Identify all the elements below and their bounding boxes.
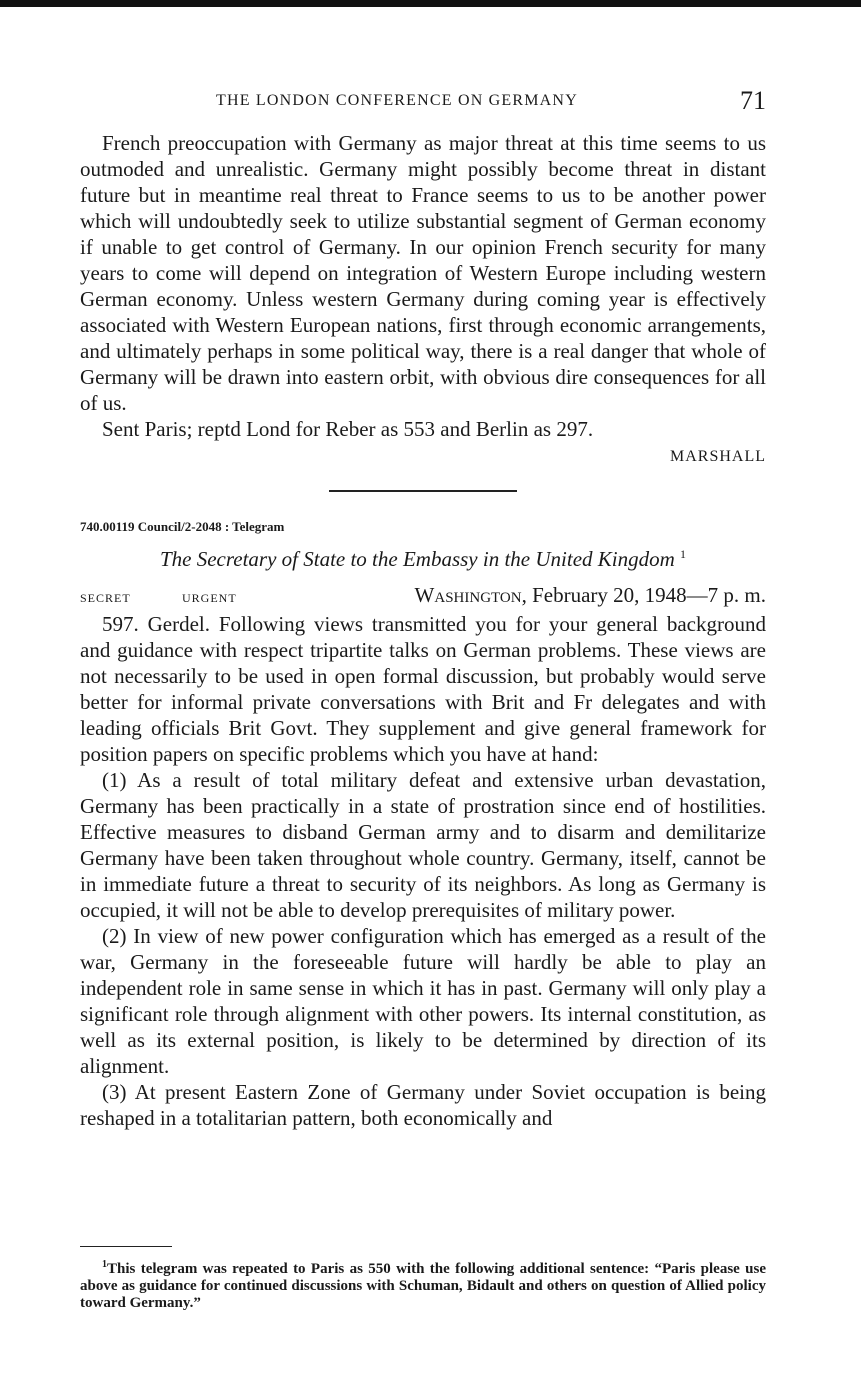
page-number: 71 bbox=[740, 86, 766, 115]
scan-top-edge bbox=[0, 0, 861, 7]
footnote-text: This telegram was repeated to Paris as 550 with the following additional sentence: “Paris please use above as guidance for continued discussions with Schuman, Bidault and others on question of Allied policy toward Germany.” bbox=[80, 1261, 766, 1311]
paragraph-intro: 597. Gerdel. Following views transmitted you for your general background and guidance with respect tripartite talks on German problems. These views are not necessarily to be used in open formal discussion, but probably would serve better for informal private conversations with Brit and Fr delegates and with leading officials Brit Govt. They supplement and give general framework for position papers on specific problems which you have at hand: bbox=[80, 612, 766, 766]
file-number: 740.00119 Council/2-2048 : Telegram bbox=[80, 519, 285, 534]
sent-line: Sent Paris; reptd Lond for Reber as 553 and Berlin as 297. bbox=[102, 417, 594, 441]
body-text bbox=[80, 130, 766, 1131]
paragraph-1: (1) As a result of total military defeat and extensive urban devastation, Germany has been practically in a state of prostration since end of hostilities. Effective measures to disband German army and to disarm and demilitarize Germany have been taken throughout whole country. Germany, itself, cannot be in immediate future a threat to security of its neighbors. As long as Germany is occupied, it will not be able to develop prerequisites of military power. bbox=[80, 768, 766, 922]
dateline bbox=[80, 583, 766, 611]
running-title: THE LONDON CONFERENCE ON GERMANY bbox=[216, 92, 578, 109]
paragraph-3: (3) At present Eastern Zone of Germany under Soviet occupation is being reshaped in a totalitarian pattern, both economically and bbox=[80, 1080, 766, 1130]
footnote-marker: 1 bbox=[102, 1259, 107, 1270]
place: Washington, bbox=[414, 583, 527, 607]
place-and-date bbox=[415, 583, 766, 608]
classification-urgent: URGENT bbox=[182, 591, 237, 605]
footnote bbox=[80, 1256, 766, 1312]
footnote-divider bbox=[80, 1246, 172, 1247]
classification-secret: SECRET bbox=[80, 591, 131, 605]
running-header bbox=[80, 86, 766, 116]
section-divider bbox=[329, 490, 517, 492]
signature: MARSHALL bbox=[669, 448, 766, 465]
document-title bbox=[80, 540, 766, 573]
footnote-reference: 1 bbox=[680, 547, 687, 561]
paragraph-2: (2) In view of new power configuration which has emerged as a result of the war, Germany in the foreseeable future will hardly be able to play an independent role in same sense in which it has in past. Germany will only play a significant role through alignment with other powers. Its internal constitution, as well as its external position, is likely to be determined by direction of its alignment. bbox=[80, 924, 766, 1078]
continuation-paragraph: French preoccupation with Germany as major threat at this time seems to us outmoded and unrealistic. Germany might possibly become threat in distant future but in meantime real threat to France seems to us to be another power which will undoubtedly seek to utilize substantial segment of German economy if unable to get control of Germany. In our opinion French security for many years to come will depend on integration of Western Europe including western German economy. Unless western Germany during coming year is effectively associated with Western European nations, first through economic arrangements, and ultimately perhaps in some political way, there is a real danger that whole of Germany will be drawn into eastern orbit, with obvious dire consequences for all of us. bbox=[80, 131, 766, 415]
date: February 20, 1948—7 p. m. bbox=[532, 583, 766, 607]
document-title-text: The Secretary of State to the Embassy in the United Kingdom bbox=[159, 547, 675, 571]
